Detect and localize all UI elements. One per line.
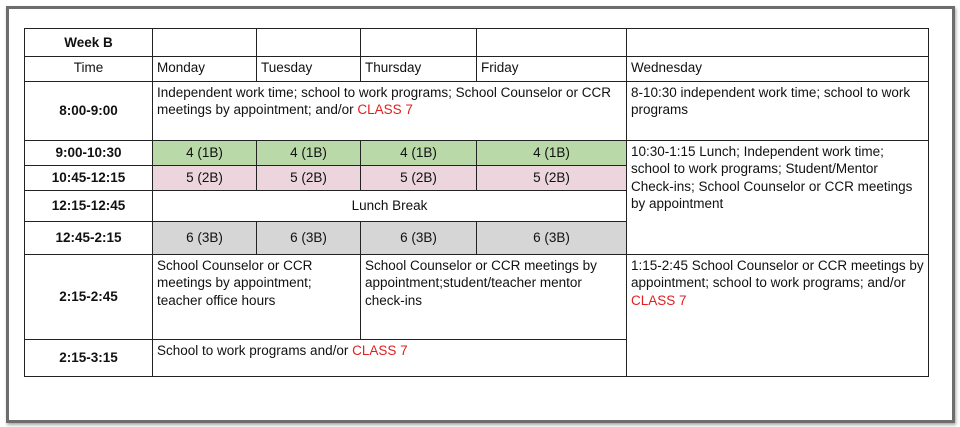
period-cell: 4 (1B): [153, 141, 257, 166]
empty-cell: [361, 29, 477, 57]
cell-text: Independent work time; school to work programs; School Counselor or CCR meetings by appointment; and/or: [157, 85, 611, 118]
time-cell: 12:15-12:45: [25, 191, 153, 222]
class-7-label: CLASS 7: [357, 102, 413, 118]
counselor-office-hours-cell: School Counselor or CCR meetings by appointment; teacher office hours: [153, 255, 361, 340]
empty-cell: [257, 29, 361, 57]
table-row: [25, 29, 929, 57]
period-cell: 4 (1B): [477, 141, 627, 166]
time-cell: 2:15-3:15: [25, 340, 153, 377]
header-row: [25, 57, 929, 82]
wednesday-afternoon-cell: [627, 255, 929, 377]
time-cell: 8:00-9:00: [25, 82, 153, 141]
cell-text: 1:15-2:45 School Counselor or CCR meetings by appointment; school to work programs; and/or: [631, 258, 924, 291]
period-cell: 6 (3B): [257, 222, 361, 255]
header-tuesday: Tuesday: [257, 57, 361, 82]
period-cell: 4 (1B): [361, 141, 477, 166]
period-cell: 5 (2B): [477, 166, 627, 191]
wednesday-morning-cell: 8-10:30 independent work time; school to work programs: [627, 82, 929, 141]
independent-work-cell: [153, 82, 627, 141]
empty-cell: [627, 29, 929, 57]
header-wednesday: Wednesday: [627, 57, 929, 82]
header-friday: Friday: [477, 57, 627, 82]
table-row: [25, 255, 929, 340]
period-cell: 5 (2B): [361, 166, 477, 191]
lunch-break-cell: Lunch Break: [153, 191, 627, 222]
header-monday: Monday: [153, 57, 257, 82]
week-b-schedule-table: [24, 28, 929, 377]
counselor-mentor-cell: School Counselor or CCR meetings by appointment;student/teacher mentor check-ins: [361, 255, 627, 340]
class-7-label: CLASS 7: [631, 292, 687, 308]
table-row: [25, 82, 929, 141]
empty-cell: [153, 29, 257, 57]
period-cell: 6 (3B): [153, 222, 257, 255]
header-thursday: Thursday: [361, 57, 477, 82]
time-cell: 2:15-2:45: [25, 255, 153, 340]
school-to-work-cell: [153, 340, 627, 377]
period-cell: 6 (3B): [477, 222, 627, 255]
time-cell: 9:00-10:30: [25, 141, 153, 166]
cell-text: School to work programs and/or: [157, 343, 353, 358]
time-cell: 10:45-12:15: [25, 166, 153, 191]
period-cell: 6 (3B): [361, 222, 477, 255]
wednesday-midday-cell: 10:30-1:15 Lunch; Independent work time; school to work programs; Student/Mentor Check-ins; School Counselor or CCR meetings by appointment: [627, 141, 929, 255]
empty-cell: [477, 29, 627, 57]
table-row: [25, 141, 929, 166]
period-cell: 5 (2B): [257, 166, 361, 191]
header-time: Time: [25, 57, 153, 82]
class-7-label: CLASS 7: [352, 343, 408, 358]
period-cell: 5 (2B): [153, 166, 257, 191]
period-cell: 4 (1B): [257, 141, 361, 166]
time-cell: 12:45-2:15: [25, 222, 153, 255]
week-label: Week B: [25, 29, 153, 57]
